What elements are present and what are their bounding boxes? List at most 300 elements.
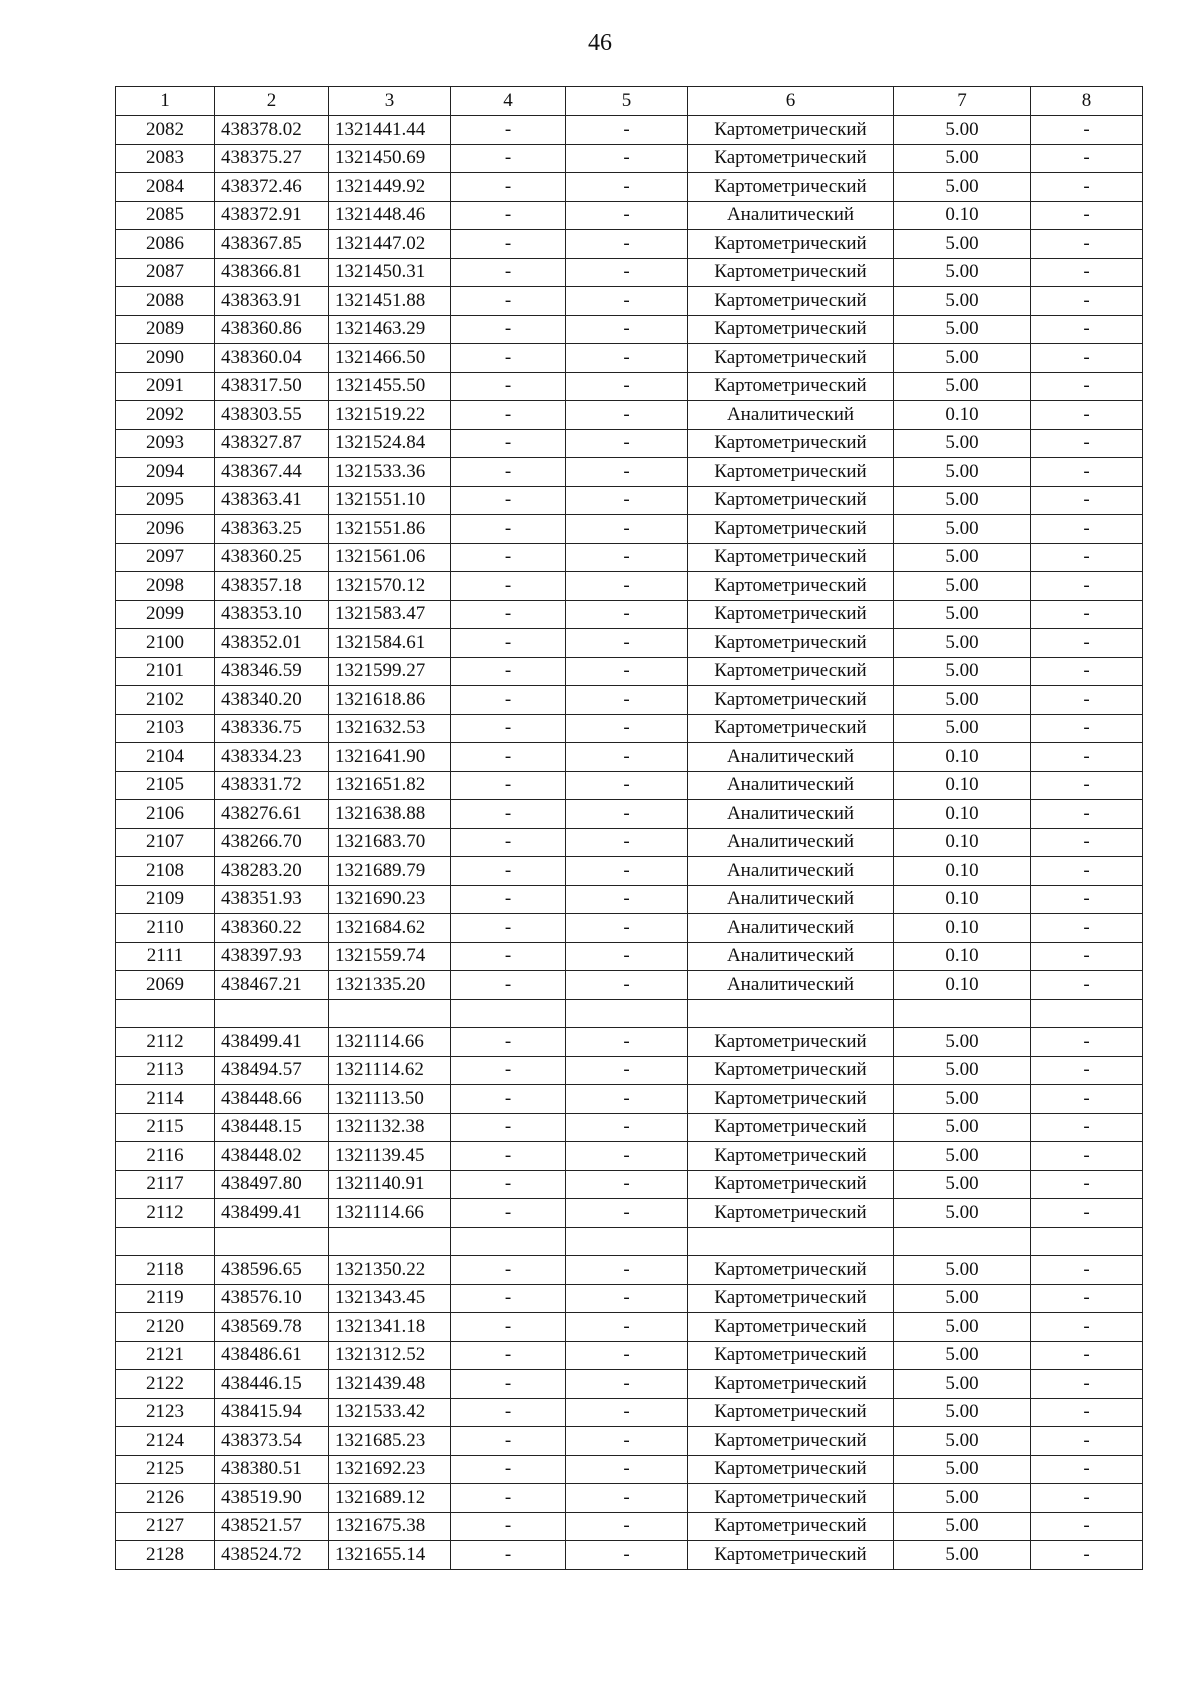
table-cell-col7: 0.10 bbox=[894, 771, 1031, 800]
table-cell-col8: - bbox=[1031, 372, 1143, 401]
table-cell-col5: - bbox=[566, 287, 688, 316]
table-cell-col8: - bbox=[1031, 315, 1143, 344]
table-cell-col4: - bbox=[451, 1455, 566, 1484]
table-cell-col5: - bbox=[566, 1512, 688, 1541]
table-cell-col2: 438569.78 bbox=[215, 1313, 329, 1342]
table-cell-col1: 2100 bbox=[116, 629, 215, 658]
table-cell-col8: - bbox=[1031, 885, 1143, 914]
table-cell-col3: 1321447.02 bbox=[329, 230, 451, 259]
table-cell-col4: - bbox=[451, 1199, 566, 1228]
table-cell-col2: 438499.41 bbox=[215, 1199, 329, 1228]
table-cell-col6: Аналитический bbox=[688, 857, 894, 886]
table-cell-col6: Аналитический bbox=[688, 401, 894, 430]
table-cell-col1: 2093 bbox=[116, 429, 215, 458]
table-cell-col3 bbox=[329, 1227, 451, 1256]
table-cell-col7: 0.10 bbox=[894, 942, 1031, 971]
table-cell-col3: 1321441.44 bbox=[329, 116, 451, 145]
table-row bbox=[116, 1113, 1143, 1142]
table-cell-col6: Картометрический bbox=[688, 173, 894, 202]
table-cell-col7: 5.00 bbox=[894, 1541, 1031, 1570]
table-cell-col4 bbox=[451, 999, 566, 1028]
table-cell-col3: 1321343.45 bbox=[329, 1284, 451, 1313]
table-row bbox=[116, 173, 1143, 202]
table-cell-col5: - bbox=[566, 600, 688, 629]
table-cell-col4: - bbox=[451, 1284, 566, 1313]
table-cell-col3: 1321561.06 bbox=[329, 543, 451, 572]
table-cell-col3: 1321689.79 bbox=[329, 857, 451, 886]
table-cell-col8: - bbox=[1031, 1170, 1143, 1199]
table-cell-col5: - bbox=[566, 1199, 688, 1228]
table-cell-col8: - bbox=[1031, 1512, 1143, 1541]
table-cell-col5: - bbox=[566, 828, 688, 857]
table-cell-col7: 5.00 bbox=[894, 543, 1031, 572]
table-cell-col1: 2106 bbox=[116, 800, 215, 829]
table-cell-col1: 2112 bbox=[116, 1199, 215, 1228]
table-row bbox=[116, 1313, 1143, 1342]
table-separator-row bbox=[116, 999, 1143, 1028]
table-cell-col6: Картометрический bbox=[688, 144, 894, 173]
table-cell-col2: 438397.93 bbox=[215, 942, 329, 971]
table-cell-col1: 2119 bbox=[116, 1284, 215, 1313]
table-cell-col3: 1321114.66 bbox=[329, 1028, 451, 1057]
table-cell-col3: 1321451.88 bbox=[329, 287, 451, 316]
table-cell-col4: - bbox=[451, 572, 566, 601]
table-row bbox=[116, 258, 1143, 287]
table-cell-col8: - bbox=[1031, 1142, 1143, 1171]
table-cell-col2: 438363.41 bbox=[215, 486, 329, 515]
table-cell-col5: - bbox=[566, 144, 688, 173]
table-cell-col2: 438373.54 bbox=[215, 1427, 329, 1456]
table-cell-col1: 2098 bbox=[116, 572, 215, 601]
table-cell-col4: - bbox=[451, 1427, 566, 1456]
table-cell-col8: - bbox=[1031, 287, 1143, 316]
table-cell-col1: 2101 bbox=[116, 657, 215, 686]
table-cell-col1: 2090 bbox=[116, 344, 215, 373]
table-cell-col8: - bbox=[1031, 971, 1143, 1000]
table-cell-col5: - bbox=[566, 771, 688, 800]
table-cell-col4: - bbox=[451, 771, 566, 800]
table-cell-col7: 5.00 bbox=[894, 458, 1031, 487]
table-row bbox=[116, 914, 1143, 943]
table-cell-col2: 438448.15 bbox=[215, 1113, 329, 1142]
table-cell-col8: - bbox=[1031, 173, 1143, 202]
table-cell-col1: 2082 bbox=[116, 116, 215, 145]
table-cell-col7: 0.10 bbox=[894, 800, 1031, 829]
table-cell-col5: - bbox=[566, 258, 688, 287]
table-cell-col5: - bbox=[566, 572, 688, 601]
table-cell-col3: 1321341.18 bbox=[329, 1313, 451, 1342]
table-cell-col3: 1321312.52 bbox=[329, 1341, 451, 1370]
table-cell-col4: - bbox=[451, 1512, 566, 1541]
table-cell-col4: - bbox=[451, 1142, 566, 1171]
table-cell-col8: - bbox=[1031, 600, 1143, 629]
table-cell-col7: 5.00 bbox=[894, 1370, 1031, 1399]
table-cell-col1: 2108 bbox=[116, 857, 215, 886]
table-row bbox=[116, 743, 1143, 772]
table-cell-col6: Картометрический bbox=[688, 1170, 894, 1199]
table-cell-col3: 1321466.50 bbox=[329, 344, 451, 373]
table-cell-col2: 438353.10 bbox=[215, 600, 329, 629]
table-cell-col1: 2069 bbox=[116, 971, 215, 1000]
table-row bbox=[116, 344, 1143, 373]
table-cell-col8: - bbox=[1031, 657, 1143, 686]
table-cell-col4: - bbox=[451, 885, 566, 914]
table-cell-col4: - bbox=[451, 714, 566, 743]
table-cell-col3: 1321690.23 bbox=[329, 885, 451, 914]
table-cell-col3: 1321139.45 bbox=[329, 1142, 451, 1171]
table-cell-col3: 1321533.42 bbox=[329, 1398, 451, 1427]
table-cell-col2: 438415.94 bbox=[215, 1398, 329, 1427]
table-cell-col3: 1321632.53 bbox=[329, 714, 451, 743]
table-cell-col4: - bbox=[451, 971, 566, 1000]
table-cell-col5: - bbox=[566, 344, 688, 373]
table-cell-col3: 1321638.88 bbox=[329, 800, 451, 829]
table-cell-col7: 5.00 bbox=[894, 1484, 1031, 1513]
table-cell-col8: - bbox=[1031, 914, 1143, 943]
table-cell-col8: - bbox=[1031, 1313, 1143, 1342]
table-cell-col5: - bbox=[566, 686, 688, 715]
table-cell-col8: - bbox=[1031, 201, 1143, 230]
table-cell-col2: 438327.87 bbox=[215, 429, 329, 458]
table-cell-col3: 1321524.84 bbox=[329, 429, 451, 458]
table-cell-col4: - bbox=[451, 401, 566, 430]
table-header-row bbox=[116, 87, 1143, 116]
table-cell-col7: 5.00 bbox=[894, 287, 1031, 316]
table-row bbox=[116, 1370, 1143, 1399]
table-cell-col6: Аналитический bbox=[688, 201, 894, 230]
table-cell-col7: 5.00 bbox=[894, 1028, 1031, 1057]
table-cell-col6: Картометрический bbox=[688, 1284, 894, 1313]
table-cell-col5: - bbox=[566, 1142, 688, 1171]
table-cell-col7: 5.00 bbox=[894, 1256, 1031, 1285]
table-row bbox=[116, 1284, 1143, 1313]
table-cell-col2: 438357.18 bbox=[215, 572, 329, 601]
table-cell-col8: - bbox=[1031, 230, 1143, 259]
table-cell-col6: Картометрический bbox=[688, 1256, 894, 1285]
table-cell-col1: 2126 bbox=[116, 1484, 215, 1513]
table-cell-col2: 438446.15 bbox=[215, 1370, 329, 1399]
table-cell-col1: 2121 bbox=[116, 1341, 215, 1370]
table-cell-col2: 438576.10 bbox=[215, 1284, 329, 1313]
table-cell-col7: 0.10 bbox=[894, 971, 1031, 1000]
table-cell-col4: - bbox=[451, 800, 566, 829]
table-cell-col1: 2117 bbox=[116, 1170, 215, 1199]
table-cell-col1 bbox=[116, 1227, 215, 1256]
table-cell-col2: 438317.50 bbox=[215, 372, 329, 401]
table-cell-col4: - bbox=[451, 600, 566, 629]
table-cell-col2: 438367.85 bbox=[215, 230, 329, 259]
table-cell-col4: - bbox=[451, 315, 566, 344]
table-row bbox=[116, 515, 1143, 544]
table-cell-col7: 0.10 bbox=[894, 885, 1031, 914]
table-cell-col3: 1321689.12 bbox=[329, 1484, 451, 1513]
table-cell-col4: - bbox=[451, 372, 566, 401]
table-cell-col3: 1321132.38 bbox=[329, 1113, 451, 1142]
table-cell-col4: - bbox=[451, 458, 566, 487]
table-cell-col6: Картометрический bbox=[688, 629, 894, 658]
table-cell-col3: 1321350.22 bbox=[329, 1256, 451, 1285]
table-cell-col8: - bbox=[1031, 629, 1143, 658]
table-cell-col4: - bbox=[451, 116, 566, 145]
table-cell-col8: - bbox=[1031, 800, 1143, 829]
table-cell-col4: - bbox=[451, 201, 566, 230]
table-cell-col5: - bbox=[566, 914, 688, 943]
table-cell-col5: - bbox=[566, 1056, 688, 1085]
table-cell-col5: - bbox=[566, 1170, 688, 1199]
table-cell-col2: 438346.59 bbox=[215, 657, 329, 686]
table-cell-col5: - bbox=[566, 714, 688, 743]
table-cell-col2: 438334.23 bbox=[215, 743, 329, 772]
table-cell-col7: 0.10 bbox=[894, 401, 1031, 430]
table-cell-col4: - bbox=[451, 743, 566, 772]
table-cell-col5: - bbox=[566, 857, 688, 886]
table-cell-col2: 438363.25 bbox=[215, 515, 329, 544]
table-cell-col8: - bbox=[1031, 572, 1143, 601]
table-cell-col5: - bbox=[566, 1313, 688, 1342]
table-row bbox=[116, 543, 1143, 572]
table-cell-col8: - bbox=[1031, 458, 1143, 487]
table-row bbox=[116, 1199, 1143, 1228]
table-cell-col1: 2095 bbox=[116, 486, 215, 515]
table-cell-col7 bbox=[894, 999, 1031, 1028]
table-cell-col2: 438276.61 bbox=[215, 800, 329, 829]
table-cell-col5: - bbox=[566, 1541, 688, 1570]
table-cell-col2: 438378.02 bbox=[215, 116, 329, 145]
column-header-8: 8 bbox=[1031, 87, 1143, 116]
table-cell-col4: - bbox=[451, 1370, 566, 1399]
table-cell-col4: - bbox=[451, 1341, 566, 1370]
table-cell-col2: 438351.93 bbox=[215, 885, 329, 914]
table-cell-col7: 5.00 bbox=[894, 572, 1031, 601]
table-cell-col8: - bbox=[1031, 429, 1143, 458]
table-cell-col7: 0.10 bbox=[894, 743, 1031, 772]
table-row bbox=[116, 1056, 1143, 1085]
table-cell-col8: - bbox=[1031, 1541, 1143, 1570]
table-cell-col8: - bbox=[1031, 543, 1143, 572]
table-cell-col6: Аналитический bbox=[688, 743, 894, 772]
table-cell-col1: 2118 bbox=[116, 1256, 215, 1285]
table-cell-col6: Картометрический bbox=[688, 657, 894, 686]
table-cell-col6: Картометрический bbox=[688, 600, 894, 629]
table-cell-col1: 2112 bbox=[116, 1028, 215, 1057]
table-cell-col1: 2123 bbox=[116, 1398, 215, 1427]
table-cell-col6: Картометрический bbox=[688, 429, 894, 458]
column-header-1: 1 bbox=[116, 87, 215, 116]
table-cell-col5: - bbox=[566, 1484, 688, 1513]
table-row bbox=[116, 828, 1143, 857]
table-cell-col1: 2125 bbox=[116, 1455, 215, 1484]
table-row bbox=[116, 971, 1143, 1000]
table-cell-col1: 2114 bbox=[116, 1085, 215, 1114]
table-cell-col2: 438367.44 bbox=[215, 458, 329, 487]
table-cell-col3: 1321439.48 bbox=[329, 1370, 451, 1399]
table-cell-col4: - bbox=[451, 429, 566, 458]
table-cell-col2: 438499.41 bbox=[215, 1028, 329, 1057]
table-cell-col6: Картометрический bbox=[688, 458, 894, 487]
table-cell-col8: - bbox=[1031, 1284, 1143, 1313]
table-row bbox=[116, 429, 1143, 458]
table-cell-col2: 438336.75 bbox=[215, 714, 329, 743]
table-cell-col2: 438448.66 bbox=[215, 1085, 329, 1114]
table-cell-col3: 1321519.22 bbox=[329, 401, 451, 430]
table-cell-col3: 1321683.70 bbox=[329, 828, 451, 857]
table-cell-col1: 2104 bbox=[116, 743, 215, 772]
table-cell-col5: - bbox=[566, 372, 688, 401]
table-body bbox=[116, 116, 1143, 1570]
table-cell-col4: - bbox=[451, 914, 566, 943]
table-cell-col6: Картометрический bbox=[688, 287, 894, 316]
table-cell-col4: - bbox=[451, 828, 566, 857]
table-cell-col3: 1321559.74 bbox=[329, 942, 451, 971]
table-cell-col7: 5.00 bbox=[894, 144, 1031, 173]
table-cell-col6: Картометрический bbox=[688, 1512, 894, 1541]
coordinates-table bbox=[115, 86, 1143, 1570]
table-cell-col6: Картометрический bbox=[688, 1028, 894, 1057]
table-cell-col4: - bbox=[451, 1056, 566, 1085]
table-cell-col6: Картометрический bbox=[688, 572, 894, 601]
table-row bbox=[116, 1085, 1143, 1114]
table-cell-col3: 1321533.36 bbox=[329, 458, 451, 487]
table-cell-col4: - bbox=[451, 1028, 566, 1057]
table-cell-col6: Картометрический bbox=[688, 1455, 894, 1484]
table-cell-col7: 5.00 bbox=[894, 1113, 1031, 1142]
table-row bbox=[116, 1484, 1143, 1513]
table-cell-col6: Аналитический bbox=[688, 828, 894, 857]
table-row bbox=[116, 1455, 1143, 1484]
table-cell-col8: - bbox=[1031, 857, 1143, 886]
table-cell-col7: 5.00 bbox=[894, 1085, 1031, 1114]
table-cell-col4: - bbox=[451, 1313, 566, 1342]
table-cell-col3: 1321463.29 bbox=[329, 315, 451, 344]
table-cell-col1: 2091 bbox=[116, 372, 215, 401]
table-row bbox=[116, 1541, 1143, 1570]
table-cell-col1: 2086 bbox=[116, 230, 215, 259]
table-cell-col5: - bbox=[566, 1028, 688, 1057]
table-cell-col2: 438372.91 bbox=[215, 201, 329, 230]
table-cell-col8: - bbox=[1031, 942, 1143, 971]
table-cell-col6: Аналитический bbox=[688, 971, 894, 1000]
table-cell-col2: 438283.20 bbox=[215, 857, 329, 886]
table-cell-col1: 2099 bbox=[116, 600, 215, 629]
table-cell-col6: Картометрический bbox=[688, 1113, 894, 1142]
table-cell-col6: Аналитический bbox=[688, 771, 894, 800]
table-cell-col5: - bbox=[566, 629, 688, 658]
table-cell-col5: - bbox=[566, 486, 688, 515]
table-cell-col6: Картометрический bbox=[688, 1341, 894, 1370]
table-cell-col4: - bbox=[451, 1541, 566, 1570]
table-cell-col2 bbox=[215, 999, 329, 1028]
table-cell-col3: 1321114.66 bbox=[329, 1199, 451, 1228]
table-cell-col3: 1321449.92 bbox=[329, 173, 451, 202]
table-cell-col5: - bbox=[566, 743, 688, 772]
table-row bbox=[116, 1256, 1143, 1285]
table-cell-col5: - bbox=[566, 173, 688, 202]
table-cell-col3 bbox=[329, 999, 451, 1028]
table-cell-col7: 5.00 bbox=[894, 116, 1031, 145]
table-cell-col8: - bbox=[1031, 1484, 1143, 1513]
table-row bbox=[116, 1512, 1143, 1541]
table-separator-row bbox=[116, 1227, 1143, 1256]
column-header-5: 5 bbox=[566, 87, 688, 116]
table-row bbox=[116, 116, 1143, 145]
table-row bbox=[116, 600, 1143, 629]
table-cell-col5: - bbox=[566, 315, 688, 344]
table-row bbox=[116, 942, 1143, 971]
table-cell-col7: 5.00 bbox=[894, 1398, 1031, 1427]
table-cell-col1: 2128 bbox=[116, 1541, 215, 1570]
table-cell-col5: - bbox=[566, 1398, 688, 1427]
table-row bbox=[116, 144, 1143, 173]
table-cell-col1: 2116 bbox=[116, 1142, 215, 1171]
table-cell-col3: 1321675.38 bbox=[329, 1512, 451, 1541]
table-cell-col4: - bbox=[451, 173, 566, 202]
table-cell-col4: - bbox=[451, 942, 566, 971]
table-cell-col1: 2083 bbox=[116, 144, 215, 173]
table-cell-col6: Аналитический bbox=[688, 942, 894, 971]
table-cell-col2: 438331.72 bbox=[215, 771, 329, 800]
table-row bbox=[116, 657, 1143, 686]
table-cell-col2: 438596.65 bbox=[215, 1256, 329, 1285]
table-cell-col2: 438360.25 bbox=[215, 543, 329, 572]
table-cell-col4: - bbox=[451, 287, 566, 316]
table-cell-col2: 438266.70 bbox=[215, 828, 329, 857]
page-number: 46 bbox=[588, 30, 612, 56]
table-cell-col7: 5.00 bbox=[894, 1512, 1031, 1541]
table-cell-col8: - bbox=[1031, 1113, 1143, 1142]
table-cell-col8: - bbox=[1031, 714, 1143, 743]
table-cell-col2: 438372.46 bbox=[215, 173, 329, 202]
table-cell-col5: - bbox=[566, 201, 688, 230]
table-row bbox=[116, 686, 1143, 715]
table-row bbox=[116, 230, 1143, 259]
table-cell-col7: 5.00 bbox=[894, 1142, 1031, 1171]
table-cell-col3: 1321455.50 bbox=[329, 372, 451, 401]
table-cell-col5: - bbox=[566, 800, 688, 829]
table-cell-col8: - bbox=[1031, 686, 1143, 715]
table-row bbox=[116, 1341, 1143, 1370]
table-cell-col4: - bbox=[451, 857, 566, 886]
table-cell-col6: Картометрический bbox=[688, 714, 894, 743]
table-cell-col1: 2089 bbox=[116, 315, 215, 344]
table-cell-col6: Картометрический bbox=[688, 1142, 894, 1171]
table-cell-col5: - bbox=[566, 657, 688, 686]
table-row bbox=[116, 401, 1143, 430]
table-row bbox=[116, 1170, 1143, 1199]
table-cell-col8: - bbox=[1031, 144, 1143, 173]
table-cell-col7: 5.00 bbox=[894, 1284, 1031, 1313]
table-cell-col1: 2105 bbox=[116, 771, 215, 800]
table-cell-col4: - bbox=[451, 515, 566, 544]
table-cell-col2: 438360.22 bbox=[215, 914, 329, 943]
table-cell-col1: 2087 bbox=[116, 258, 215, 287]
table-cell-col5: - bbox=[566, 1284, 688, 1313]
column-header-3: 3 bbox=[329, 87, 451, 116]
table-cell-col4: - bbox=[451, 230, 566, 259]
table-cell-col6: Картометрический bbox=[688, 1313, 894, 1342]
table-row bbox=[116, 1142, 1143, 1171]
table-cell-col6: Аналитический bbox=[688, 914, 894, 943]
table-cell-col2: 438303.55 bbox=[215, 401, 329, 430]
table-cell-col6: Картометрический bbox=[688, 372, 894, 401]
table-cell-col2: 438360.04 bbox=[215, 344, 329, 373]
table-cell-col5: - bbox=[566, 1341, 688, 1370]
column-header-2: 2 bbox=[215, 87, 329, 116]
table-row bbox=[116, 714, 1143, 743]
table-cell-col6: Картометрический bbox=[688, 116, 894, 145]
table-row bbox=[116, 885, 1143, 914]
table-cell-col5: - bbox=[566, 515, 688, 544]
table-cell-col1: 2115 bbox=[116, 1113, 215, 1142]
